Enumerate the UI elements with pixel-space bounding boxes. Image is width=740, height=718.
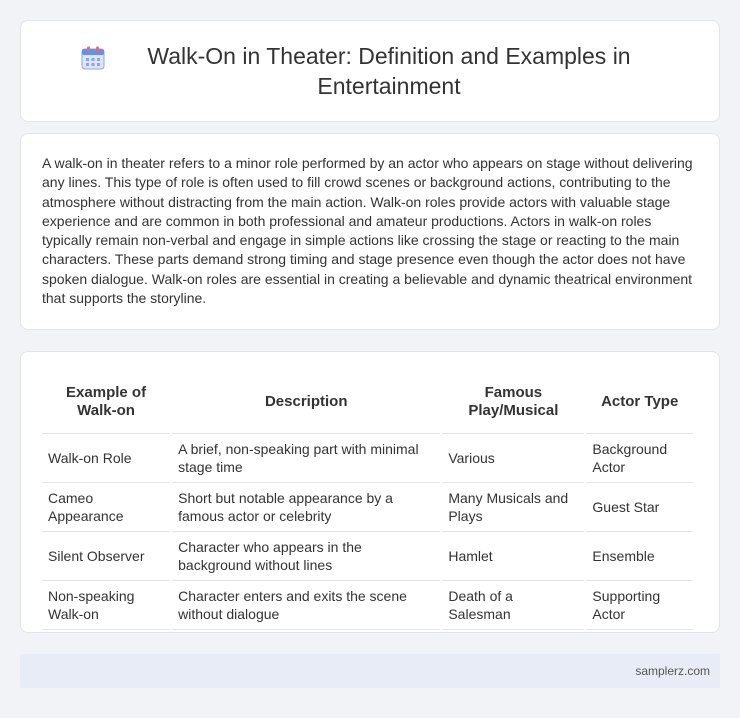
cell-actor-type: Supporting Actor: [586, 581, 693, 630]
table-row: [42, 581, 693, 630]
cell-example: Non-speaking Walk-on: [42, 581, 170, 630]
cell-actor-type: Ensemble: [586, 532, 693, 581]
cell-actor-type: Guest Star: [586, 483, 693, 532]
table-row: [42, 434, 693, 483]
cell-description: Short but notable appearance by a famous actor or celebrity: [172, 483, 440, 532]
title-wrap: [80, 41, 660, 101]
footer-bar: [20, 654, 720, 688]
header-famous-play: Famous Play/Musical: [442, 371, 584, 434]
intro-paragraph: A walk-on in theater refers to a minor role performed by an actor who appears on stage without delivering any lines. This type of role is often used to fill crowd scenes or background actions, contributing to the atmosphere without distracting from the main action. Walk-on roles provide actors with valuable stage experience and are common in both professional and amateur productions. Actors in walk-on roles typically remain non-verbal and engage in simple actions like crossing the stage or reacting to the main characters. These parts demand strong timing and stage presence even though the actor does not have spoken dialogue. Walk-on roles are essential in creating a believable and dynamic theatrical environment that supports the storyline.: [42, 155, 693, 307]
calendar-icon: [80, 45, 106, 71]
cell-famous-play: Various: [442, 434, 584, 483]
cell-famous-play: Death of a Salesman: [442, 581, 584, 630]
cell-famous-play: Many Musicals and Plays: [442, 483, 584, 532]
cell-actor-type: Background Actor: [586, 434, 693, 483]
title-card: [20, 20, 720, 122]
cell-example: Walk-on Role: [42, 434, 170, 483]
footer-site-link[interactable]: samplerz.com: [635, 664, 710, 678]
cell-example: Silent Observer: [42, 532, 170, 581]
cell-description: A brief, non-speaking part with minimal stage time: [172, 434, 440, 483]
walk-on-table: [40, 371, 695, 630]
header-example: Example of Walk-on: [42, 371, 170, 434]
cell-famous-play: Hamlet: [442, 532, 584, 581]
page-title: Walk-On in Theater: Definition and Examples in Entertainment: [147, 43, 631, 99]
cell-description: Character enters and exits the scene without dialogue: [172, 581, 440, 630]
table-card: [20, 351, 720, 633]
table-row: [42, 532, 693, 581]
intro-card: [20, 133, 720, 330]
cell-description: Character who appears in the background without lines: [172, 532, 440, 581]
cell-example: Cameo Appearance: [42, 483, 170, 532]
header-actor-type: Actor Type: [586, 371, 693, 434]
table-header-row: [42, 371, 693, 434]
table-row: [42, 483, 693, 532]
header-description: Description: [172, 371, 440, 434]
